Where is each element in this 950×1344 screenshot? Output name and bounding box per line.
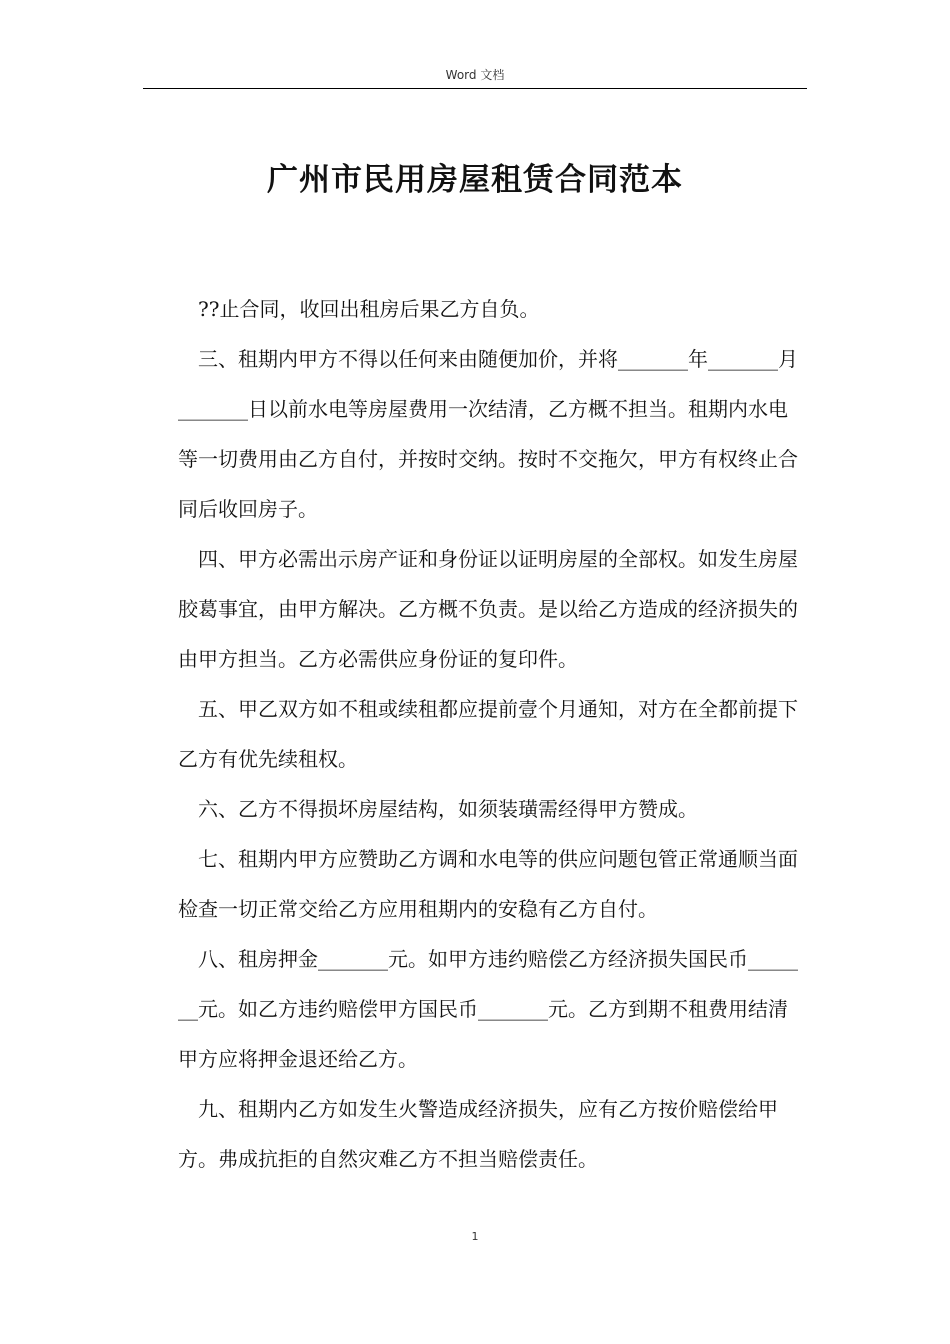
paragraph-2: 三、租期内甲方不得以任何来由随便加价，并将_______年_______月_______日以前水电等房屋费用一次结清，乙方概不担当。租期内水电等一切费用由乙方自付，并按时交纳。按时不交拖欠，甲方有权终止合同后收回房子。 bbox=[178, 347, 798, 521]
document-title: 广州市民用房屋租赁合同范本 bbox=[267, 162, 683, 198]
paragraph-6: 七、租期内甲方应赞助乙方调和水电等的供应问题包管正常通顺当面检查一切正常交给乙方应用租期内的安稳有乙方自付。 bbox=[178, 847, 798, 921]
paragraph-3: 四、甲方必需出示房产证和身份证以证明房屋的全部权。如发生房屋胶葛事宜，由甲方解决。乙方概不负责。是以给乙方造成的经济损失的由甲方担当。乙方必需供应身份证的复印件。 bbox=[178, 547, 798, 671]
paragraph-4: 五、甲乙双方如不租或续租都应提前壹个月通知，对方在全都前提下乙方有优先续租权。 bbox=[178, 697, 798, 771]
document-body bbox=[178, 284, 806, 1184]
page-number: 1 bbox=[471, 1230, 479, 1243]
paragraph-1: ??止合同，收回出租房后果乙方自负。 bbox=[198, 297, 540, 321]
paragraph-7: 八、租房押金_______元。如甲方违约赔偿乙方经济损失国民币_______元。如乙方违约赔偿甲方国民币_______元。乙方到期不租费用结清甲方应将押金退还给乙方。 bbox=[178, 947, 798, 1071]
page-header: Word 文档 bbox=[445, 68, 505, 82]
header-rule bbox=[143, 88, 807, 89]
paragraph-8: 九、租期内乙方如发生火警造成经济损失，应有乙方按价赔偿给甲方。弗成抗拒的自然灾难乙方不担当赔偿责任。 bbox=[178, 1097, 778, 1171]
paragraph-5: 六、乙方不得损坏房屋结构，如须装璜需经得甲方赞成。 bbox=[198, 797, 698, 821]
